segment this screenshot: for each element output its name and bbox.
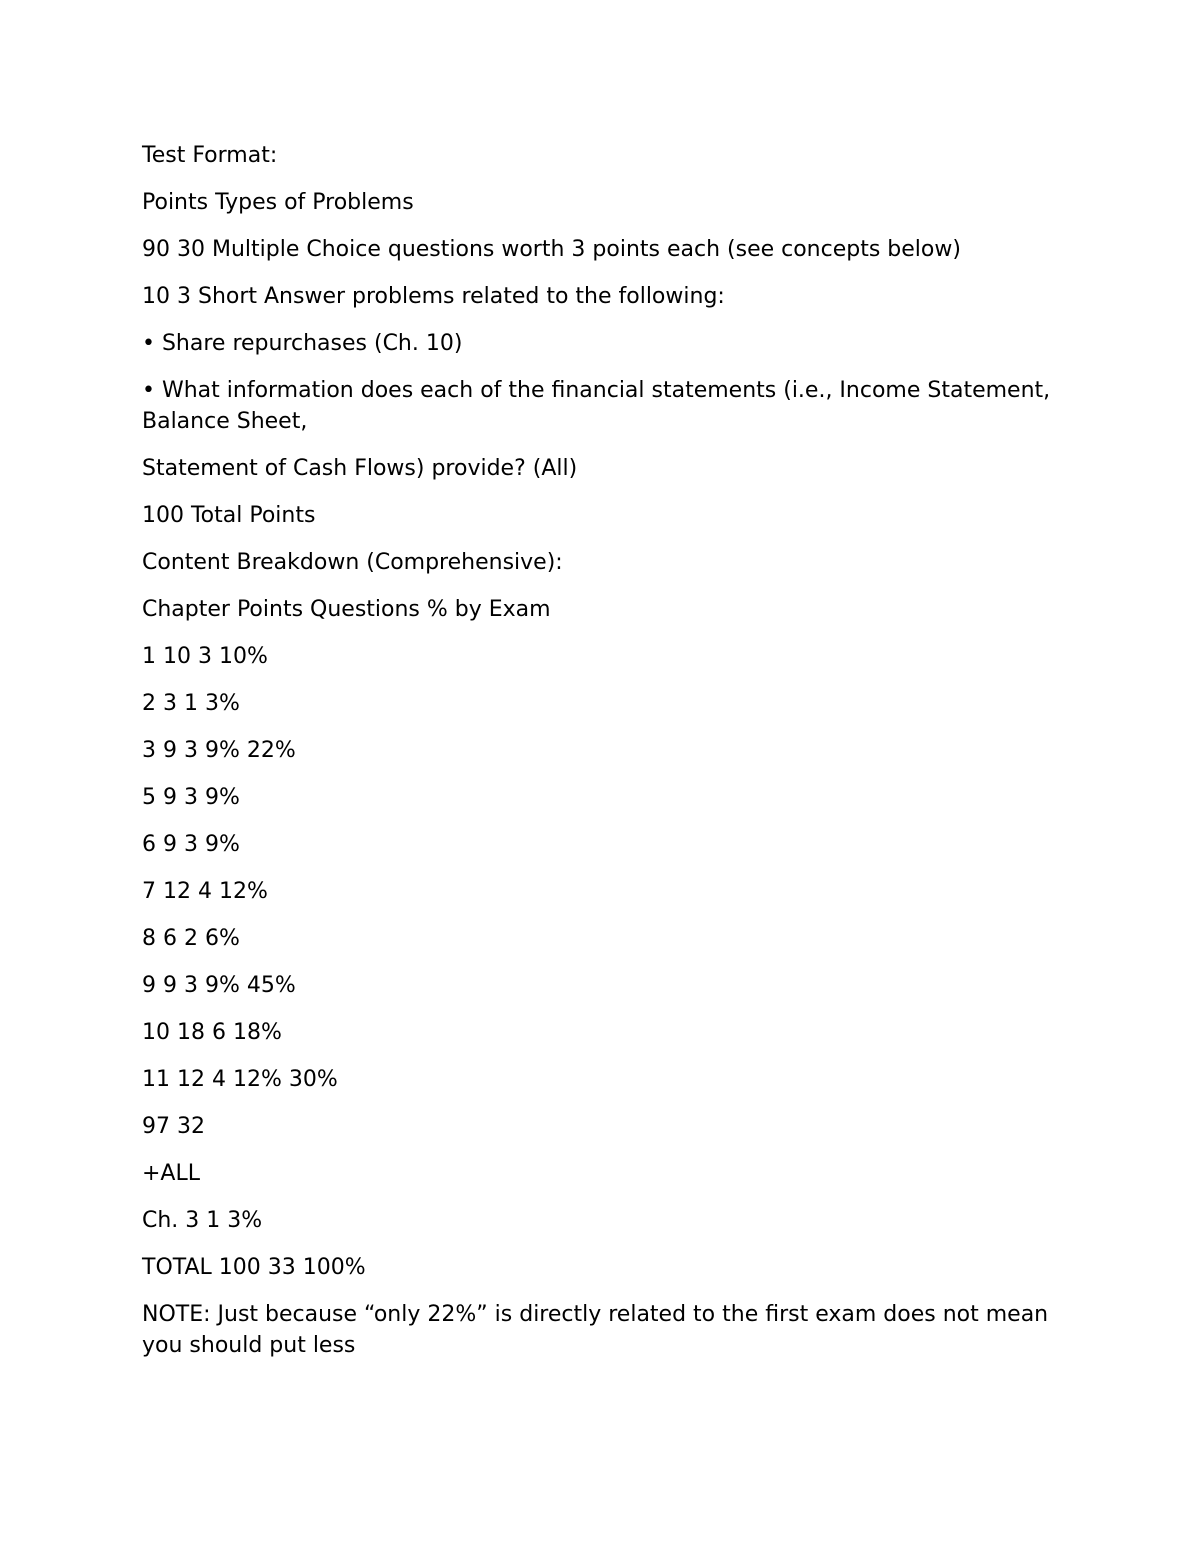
test-format-heading: Test Format: [142, 143, 278, 168]
breakdown-row: 8 6 2 6% [142, 926, 240, 951]
bullet-financial-statements: • What information does each of the financial statements (i.e., Income Statement, Balance Sheet, [142, 378, 1051, 434]
breakdown-table-header: Chapter Points Questions % by Exam [142, 597, 551, 622]
document-body [142, 140, 1062, 1377]
breakdown-row: 9 9 3 9% 45% [142, 973, 296, 998]
breakdown-subtotal-row: 97 32 [142, 1114, 205, 1139]
breakdown-row: 11 12 4 12% 30% [142, 1067, 338, 1092]
breakdown-row: 6 9 3 9% [142, 832, 240, 857]
breakdown-row: 1 10 3 10% [142, 644, 268, 669]
breakdown-all-label: +ALL [142, 1161, 200, 1186]
breakdown-row: 3 9 3 9% 22% [142, 738, 296, 763]
breakdown-all-row: Ch. 3 1 3% [142, 1208, 263, 1233]
breakdown-row: 5 9 3 9% [142, 785, 240, 810]
short-answer-line: 10 3 Short Answer problems related to the following: [142, 284, 725, 309]
note-paragraph: NOTE: Just because “only 22%” is directly related to the first exam does not mean you should put less [142, 1302, 1049, 1358]
breakdown-row: 2 3 1 3% [142, 691, 240, 716]
breakdown-row: 7 12 4 12% [142, 879, 268, 904]
total-points-line: 100 Total Points [142, 503, 316, 528]
points-types-header: Points Types of Problems [142, 190, 414, 215]
multiple-choice-line: 90 30 Multiple Choice questions worth 3 points each (see concepts below) [142, 237, 961, 262]
breakdown-total-row: TOTAL 100 33 100% [142, 1255, 366, 1280]
bullet-share-repurchases: • Share repurchases (Ch. 10) [142, 331, 463, 356]
bullet-financial-statements-continued: Statement of Cash Flows) provide? (All) [142, 456, 578, 481]
breakdown-row: 10 18 6 18% [142, 1020, 282, 1045]
content-breakdown-heading: Content Breakdown (Comprehensive): [142, 550, 563, 575]
